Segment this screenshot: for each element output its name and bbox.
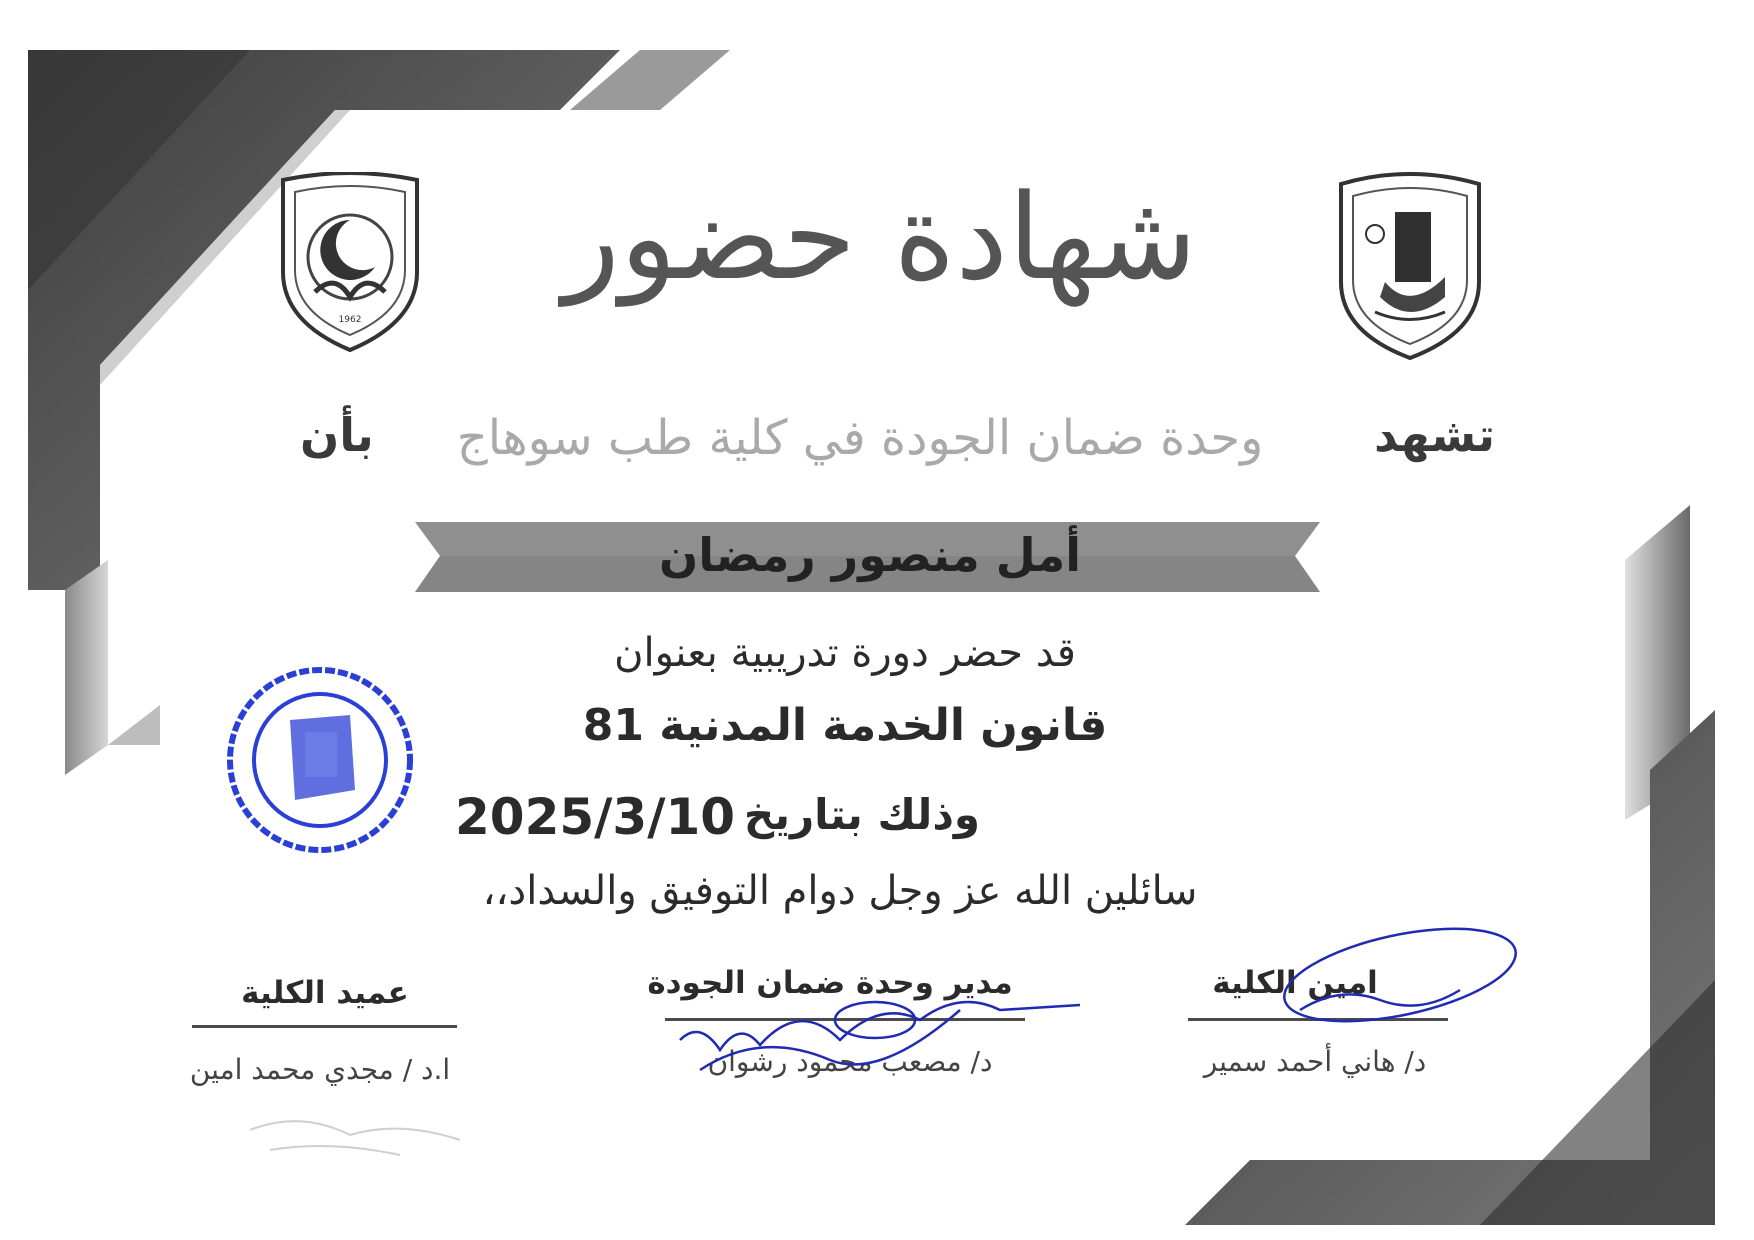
certificate-title: شهادة حضور [562,168,1198,306]
signatory-name: د/ مصعب محمود رشوان [707,1045,993,1078]
recipient-name: أمل منصور رمضان [658,528,1082,582]
signature-dean-faint [250,1121,460,1155]
date-label: وذلك بتاريخ [743,790,980,839]
issuer-name: وحدة ضمان الجودة في كلية طب سوهاج [456,410,1264,466]
date-value: 2025/3/10 [455,788,736,846]
signatory-title: امين الكلية [1212,965,1378,1001]
svg-text:1962: 1962 [338,315,362,325]
signatory-title: مدير وحدة ضمان الجودة [647,965,1013,1001]
signature-dean-secretary [1276,911,1523,1038]
closing-text: سائلين الله عز وجل دوام التوفيق والسداد،، [482,868,1198,914]
that-label: بأن [300,408,374,462]
attendance-statement: قد حضر دورة تدريبية بعنوان [614,630,1076,676]
signatory-title: عميد الكلية [241,975,409,1011]
signatory-name: د/ هاني أحمد سمير [1203,1045,1427,1078]
attests-label: تشهد [1373,408,1495,462]
signature-quality-director [680,1002,1080,1070]
signatory-name: ا.د / مجدي محمد امين [189,1053,451,1086]
course-title: قانون الخدمة المدنية 81 [582,700,1108,751]
